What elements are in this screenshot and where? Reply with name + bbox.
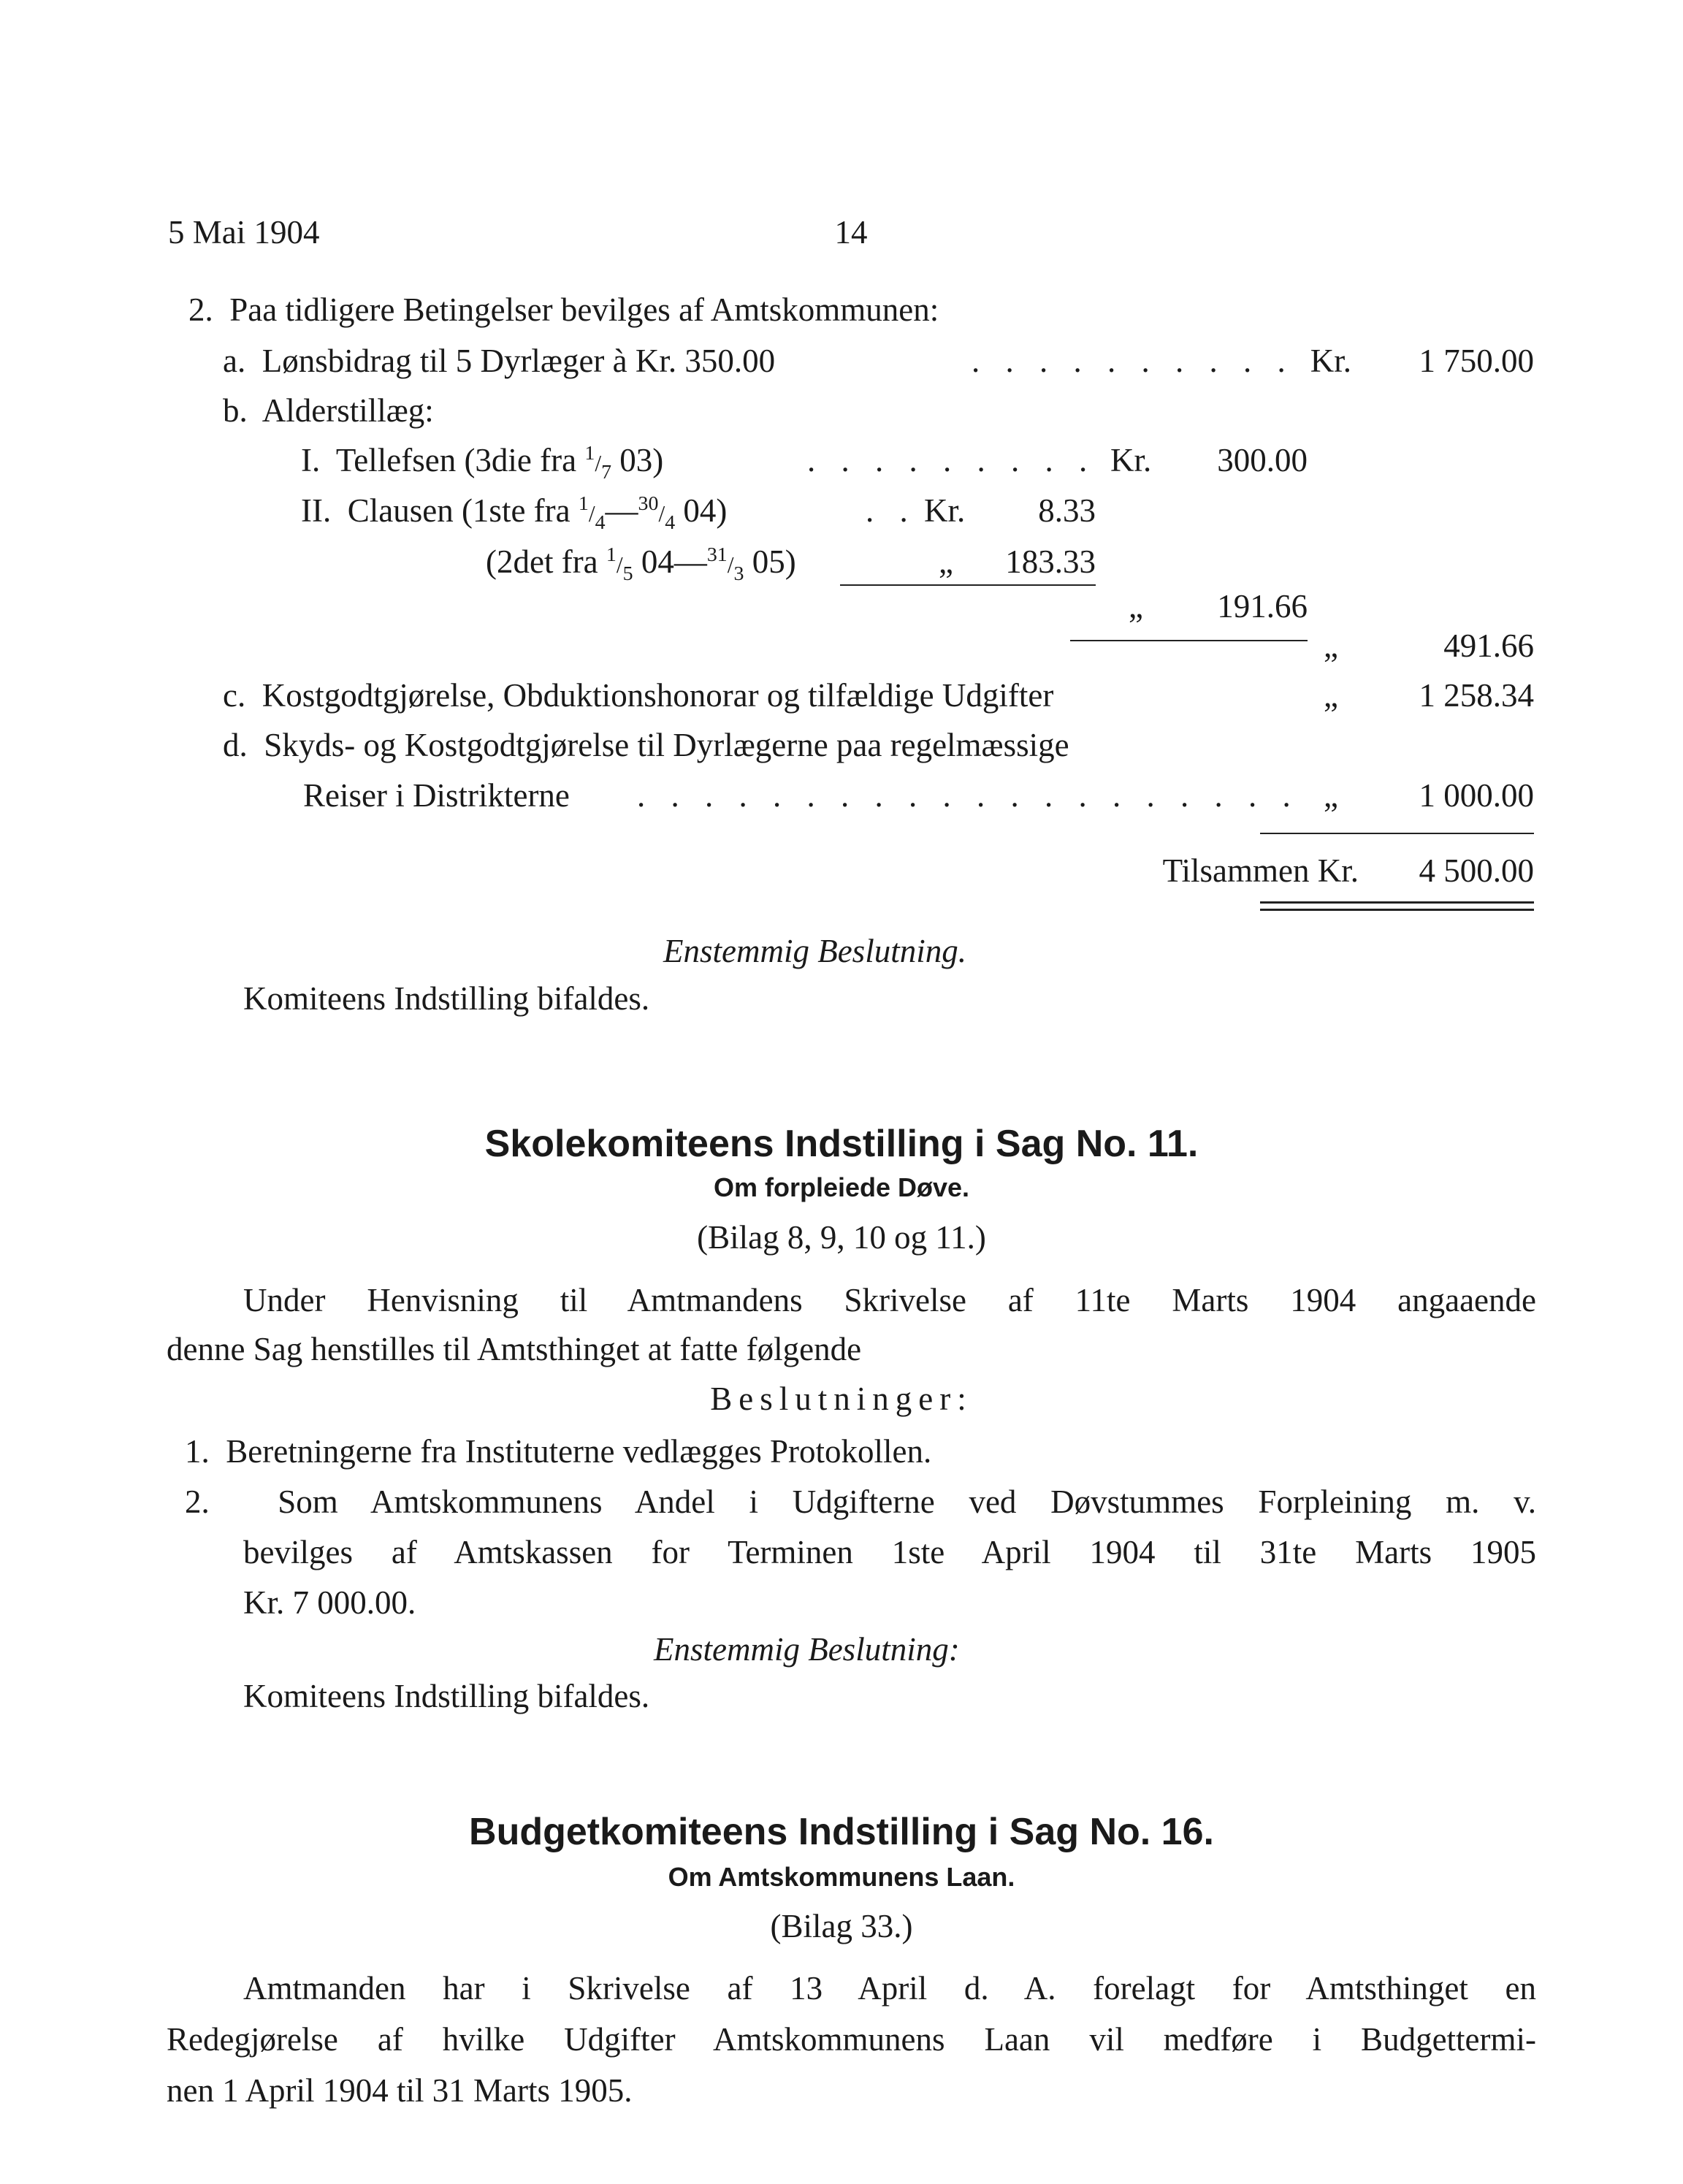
item-b-II2-currency: „ <box>939 543 953 580</box>
item-b-I-amount: 300.00 <box>1217 442 1308 478</box>
item-b-II-text: II. Clausen (1ste fra $^1/_4—^{30}/_4$ 04) <box>301 492 728 534</box>
item-d-amount: 1 000.00 <box>1419 777 1534 814</box>
item-b-I-prefix: I. Tellefsen (3die fra <box>301 442 585 478</box>
item-b-I-frac-den: 7 <box>601 461 612 484</box>
item-a-currency: Kr. <box>1310 343 1351 379</box>
decision-text-1: Komiteens Indstilling bifaldes. <box>243 980 650 1017</box>
sag11-item-1: 1. Beretningerne fra Instituterne vedlægges Protokollen. <box>185 1433 932 1470</box>
item-c-currency: „ <box>1324 677 1338 714</box>
sag11-heading: Skolekomiteens Indstilling i Sag No. 11. <box>484 1123 1199 1165</box>
sag16-paragraph-line-1: Amtmanden har i Skrivelse af 13 April d. A. forelagt for Amtsthinget en <box>243 1970 1536 2007</box>
item-d-label-cont: Reiser i Distrikterne <box>303 777 570 814</box>
item-a-label: a. Lønsbidrag til 5 Dyrlæger à Kr. 350.00 <box>223 343 776 379</box>
item-b-sum-inner-currency: „ <box>1129 588 1143 625</box>
item-b-II2-suffix: 05) <box>744 543 796 580</box>
sag16-heading: Budgetkomiteens Indstilling i Sag No. 16. <box>469 1811 1214 1853</box>
sag11-item-2-line-3: Kr. 7 000.00. <box>243 1584 416 1621</box>
item-b-II-currency: Kr. <box>924 492 966 529</box>
decision-title-2: Enstemmig Beslutning: <box>654 1631 960 1668</box>
item-b-II2-frac1-num: 1 <box>606 543 617 566</box>
sag11-subheading: Om forpleiede Døve. <box>713 1172 970 1202</box>
item-b-II2-text: (2det fra $^1/_5$ $04—^{31}/_3$ 05) <box>486 543 796 585</box>
item-d-label: d. Skyds- og Kostgodtgjørelse til Dyrlægerne paa regelmæssige <box>223 727 1069 763</box>
item-b-II-dash: — <box>605 492 638 529</box>
sag11-paragraph-line-1: Under Henvisning til Amtmandens Skrivelse af 11te Marts 1904 angaaende <box>243 1282 1536 1318</box>
item-b-sum-outer-amount: 491.66 <box>1443 627 1534 664</box>
item-b-II2-frac2-den: 3 <box>733 562 744 585</box>
sag16-paragraph-line-3: nen 1 April 1904 til 31 Marts 1905. <box>167 2072 633 2109</box>
item-b-II-prefix: II. Clausen (1ste fra <box>301 492 579 529</box>
total-rule-double-1 <box>1260 901 1534 904</box>
total-rule-top <box>1260 833 1534 834</box>
item-d-dots: . . . . . . . . . . . . . . . . . . . . <box>637 777 1300 814</box>
item-b-II2-amount: 183.33 <box>1005 543 1096 580</box>
page-date: 5 Mai 1904 <box>168 214 320 251</box>
total-amount: 4 500.00 <box>1419 852 1534 889</box>
item-b-I-currency: Kr. <box>1110 442 1152 478</box>
item-b-II2-frac2-num: 31 <box>706 543 728 566</box>
item-b-II2-dash: 04— <box>633 543 707 580</box>
item-b-II-frac2-den: 4 <box>665 511 676 534</box>
item-c-label: c. Kostgodtgjørelse, Obduktionshonorar og tilfældige Udgifter <box>223 677 1054 714</box>
item-b-I-text: I. Tellefsen (3die fra $^1/_7$ 03) <box>301 442 664 484</box>
sag11-beslutninger: Beslutninger: <box>710 1381 973 1417</box>
decision-title-1: Enstemmig Beslutning. <box>663 933 966 969</box>
decision-text-2: Komiteens Indstilling bifaldes. <box>243 1678 650 1714</box>
item-b-II-suffix: 04) <box>675 492 728 529</box>
sag11-bilag: (Bilag 8, 9, 10 og 11.) <box>697 1219 986 1256</box>
total-label: Tilsammen Kr. <box>1162 852 1359 889</box>
sag16-bilag: (Bilag 33.) <box>770 1908 913 1944</box>
sag11-item-2-line-1: 2. Som Amtskommunens Andel i Udgifterne ved Døvstummes Forpleining m. v. <box>185 1484 1536 1520</box>
item-d-currency: „ <box>1324 777 1338 814</box>
sag16-paragraph-line-2: Redegjørelse af hvilke Udgifter Amtskommunens Laan vil medføre i Budgettermi- <box>167 2021 1536 2058</box>
subtotal-rule-inner <box>840 584 1096 586</box>
item-b-II-amount: 8.33 <box>1038 492 1096 529</box>
item-a-dots: . . . . . . . . . . <box>972 343 1294 379</box>
item-b-II-frac2-num: 30 <box>638 492 659 515</box>
subtotal-rule-outer <box>1070 640 1308 641</box>
item-b-II-frac1-den: 4 <box>595 511 606 534</box>
item-c-amount: 1 258.34 <box>1419 677 1534 714</box>
item-b-I-suffix: 03) <box>611 442 664 478</box>
item-b-II2-prefix: (2det fra <box>486 543 606 580</box>
item-b-I-frac-num: 1 <box>584 442 595 465</box>
sag11-item-2-line-2: bevilges af Amtskassen for Terminen 1ste April 1904 til 31te Marts 1905 <box>243 1534 1536 1570</box>
item-b-II2-frac1-den: 5 <box>622 562 633 585</box>
page-number: 14 <box>834 214 868 251</box>
item-b-label: b. Alderstillæg: <box>223 392 434 429</box>
item-a-amount: 1 750.00 <box>1419 343 1534 379</box>
item-2-intro: 2. Paa tidligere Betingelser bevilges af Amtskommunen: <box>188 291 939 328</box>
item-b-II-frac1-num: 1 <box>578 492 589 515</box>
item-b-II-dots: . . <box>866 492 917 529</box>
sag16-subheading: Om Amtskommunens Laan. <box>668 1862 1015 1892</box>
total-rule-double-2 <box>1260 909 1534 911</box>
sag11-paragraph-line-2: denne Sag henstilles til Amtsthinget at fatte følgende <box>167 1331 862 1367</box>
item-b-sum-outer-currency: „ <box>1324 627 1338 664</box>
item-b-I-dots: . . . . . . . . . <box>807 442 1096 478</box>
item-b-sum-inner-amount: 191.66 <box>1217 588 1308 625</box>
